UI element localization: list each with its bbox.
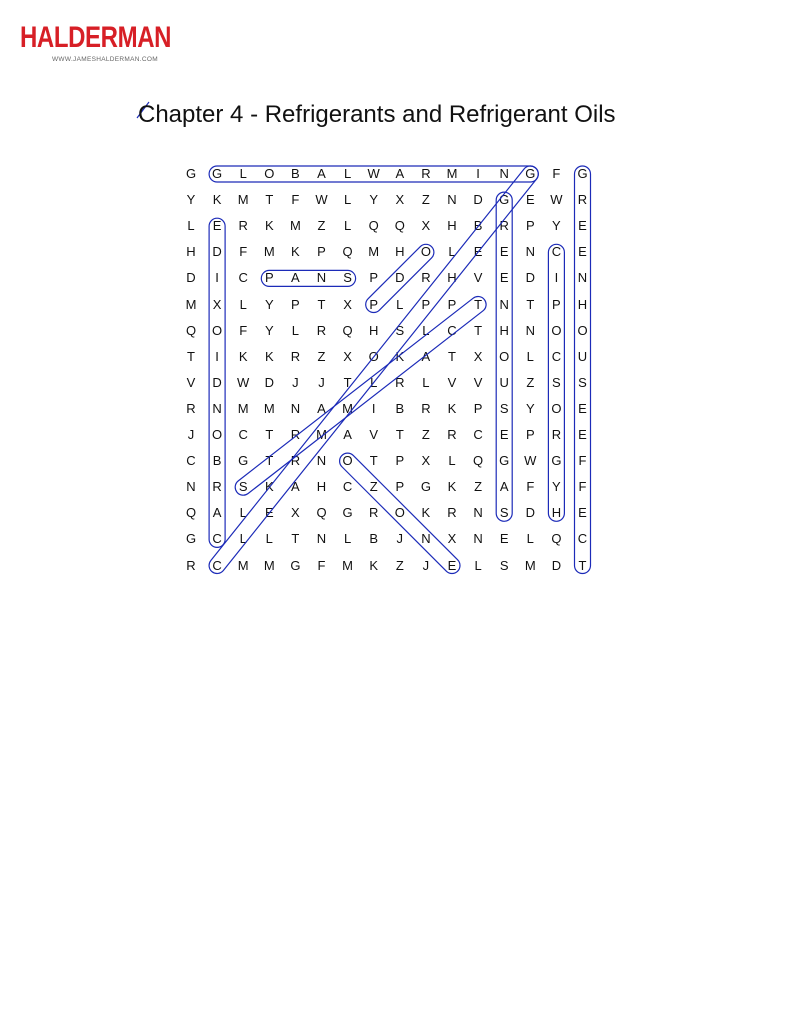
grid-letter: R bbox=[368, 505, 379, 521]
grid-letter: Y bbox=[264, 296, 274, 312]
grid-letter: O bbox=[264, 166, 275, 181]
grid-letter: N bbox=[186, 479, 196, 495]
grid-letter: H bbox=[551, 505, 562, 521]
grid-letter: K bbox=[264, 218, 274, 234]
grid-letter: G bbox=[290, 557, 301, 573]
grid-letter: F bbox=[291, 192, 300, 208]
grid-letter: E bbox=[499, 427, 509, 442]
grid-letter: Y bbox=[186, 192, 196, 208]
grid-letter: L bbox=[370, 374, 378, 390]
grid-letter: U bbox=[577, 348, 588, 364]
grid-letter: I bbox=[476, 166, 480, 181]
grid-letter: K bbox=[369, 557, 379, 573]
grid-letter: P bbox=[291, 296, 300, 312]
grid-letter: E bbox=[578, 244, 587, 260]
grid-letter: G bbox=[577, 166, 588, 181]
grid-letter: O bbox=[368, 348, 379, 364]
grid-letter: Q bbox=[551, 531, 562, 547]
grid-letter: L bbox=[343, 218, 352, 234]
grid-letter: L bbox=[343, 531, 352, 547]
grid-letter: E bbox=[578, 427, 587, 442]
grid-letter: C bbox=[238, 427, 248, 442]
grid-letter: P bbox=[525, 427, 535, 442]
grid-letter: P bbox=[473, 400, 483, 416]
grid-letter: E bbox=[499, 531, 509, 547]
grid-letter: G bbox=[499, 192, 510, 208]
grid-letter: Z bbox=[474, 479, 483, 495]
grid-letter: O bbox=[551, 400, 562, 416]
grid-letter: H bbox=[316, 479, 327, 495]
grid-letter: O bbox=[342, 453, 353, 469]
grid-letter: C bbox=[186, 453, 196, 469]
grid-letter: G bbox=[525, 166, 536, 181]
grid-letter: M bbox=[446, 166, 458, 181]
grid-letter: R bbox=[316, 322, 327, 338]
grid-letter: G bbox=[551, 453, 562, 469]
grid-letter: M bbox=[237, 192, 249, 208]
grid-letter: A bbox=[291, 479, 300, 495]
grid-letter: V bbox=[473, 270, 483, 286]
grid-letter: K bbox=[447, 400, 457, 416]
grid-letter: T bbox=[395, 427, 404, 442]
grid-letter: L bbox=[239, 166, 247, 181]
grid-letter: P bbox=[395, 479, 405, 495]
grid-letter: A bbox=[421, 348, 431, 364]
grid-letter: Y bbox=[369, 192, 379, 208]
grid-letter: R bbox=[551, 427, 562, 442]
grid-letter: D bbox=[186, 270, 196, 286]
grid-letter: N bbox=[473, 531, 483, 547]
grid-letter: N bbox=[525, 244, 535, 260]
grid-letter: N bbox=[316, 531, 327, 547]
grid-letter: Y bbox=[525, 400, 535, 416]
grid-letter: E bbox=[525, 192, 535, 208]
grid-letter: H bbox=[499, 322, 509, 338]
grid-letter: J bbox=[187, 427, 195, 442]
grid-letter: F bbox=[239, 244, 248, 260]
grid-letter: D bbox=[525, 505, 535, 521]
grid-letter: M bbox=[524, 557, 536, 573]
grid-letter: Z bbox=[369, 479, 378, 495]
grid-letter: A bbox=[343, 427, 352, 442]
grid-letter: H bbox=[186, 244, 196, 260]
grid-letter: D bbox=[525, 270, 535, 286]
grid-letter: M bbox=[185, 296, 197, 312]
grid-letter: K bbox=[264, 348, 274, 364]
grid-letter: K bbox=[395, 348, 405, 364]
grid-letter: J bbox=[396, 531, 404, 547]
grid-letter: S bbox=[238, 479, 248, 495]
grid-letter: Q bbox=[473, 453, 484, 469]
grid-letter: P bbox=[395, 453, 405, 469]
grid-letter: E bbox=[578, 505, 587, 521]
grid-letter: K bbox=[238, 348, 248, 364]
grid-letter: T bbox=[187, 348, 195, 364]
grid-letter: Y bbox=[264, 322, 274, 338]
grid-letter: I bbox=[371, 400, 376, 416]
grid-letter: R bbox=[290, 427, 301, 442]
grid-letter: A bbox=[212, 505, 222, 521]
grid-letter: F bbox=[578, 453, 587, 469]
grid-letter: E bbox=[447, 557, 457, 573]
grid-letter: T bbox=[578, 557, 587, 573]
grid-letter: T bbox=[369, 453, 378, 469]
halderman-logo bbox=[20, 20, 172, 68]
grid-letter: E bbox=[499, 270, 509, 286]
grid-letter: T bbox=[474, 322, 483, 338]
grid-letter: L bbox=[396, 296, 404, 312]
grid-letter: V bbox=[447, 374, 457, 390]
grid-letter: K bbox=[212, 192, 222, 208]
grid-letter: X bbox=[343, 348, 352, 364]
grid-letter: G bbox=[185, 166, 197, 181]
grid-letter: L bbox=[239, 505, 247, 521]
grid-letter: N bbox=[290, 400, 301, 416]
grid-letter: V bbox=[369, 427, 379, 442]
grid-letter: C bbox=[342, 479, 353, 495]
grid-letter: J bbox=[318, 374, 325, 390]
grid-letter: F bbox=[317, 557, 326, 573]
grid-letter: T bbox=[265, 427, 274, 442]
grid-letter: G bbox=[420, 479, 431, 495]
grid-letter: N bbox=[421, 531, 431, 547]
grid-letter: M bbox=[263, 244, 275, 260]
grid-letter: L bbox=[291, 322, 299, 338]
grid-letter: T bbox=[265, 453, 274, 469]
grid-letter: T bbox=[448, 348, 456, 364]
grid-letter: T bbox=[317, 296, 326, 312]
grid-letter: N bbox=[212, 400, 222, 416]
grid-letter: T bbox=[265, 192, 274, 208]
grid-letter: M bbox=[342, 557, 354, 573]
grid-letter: P bbox=[447, 296, 457, 312]
grid-letter: R bbox=[186, 557, 196, 573]
grid-letter: R bbox=[499, 218, 509, 234]
grid-letter: O bbox=[420, 244, 431, 260]
grid-letter: S bbox=[499, 505, 509, 521]
grid-letter: S bbox=[578, 374, 587, 390]
grid-letter: O bbox=[551, 322, 562, 338]
grid-letter: B bbox=[369, 531, 379, 547]
grid-letter: L bbox=[448, 453, 456, 469]
grid-letter: R bbox=[577, 192, 588, 208]
grid-letter: H bbox=[368, 322, 379, 338]
grid-letter: N bbox=[525, 322, 535, 338]
grid-letter: K bbox=[447, 479, 457, 495]
grid-letter: D bbox=[395, 270, 405, 286]
grid-letter: P bbox=[317, 244, 326, 260]
grid-letter: T bbox=[291, 531, 300, 547]
grid-letter: S bbox=[499, 557, 509, 573]
grid-letter: Q bbox=[185, 322, 197, 338]
grid-letter: P bbox=[369, 296, 379, 312]
grid-letter: X bbox=[212, 296, 222, 312]
grid-letter: M bbox=[237, 400, 249, 416]
grid-letter: P bbox=[264, 270, 274, 286]
grid-letter: H bbox=[577, 296, 588, 312]
grid-letter: E bbox=[264, 505, 274, 521]
grid-letter: T bbox=[474, 296, 483, 312]
grid-letter: N bbox=[473, 505, 483, 521]
grid-letter: H bbox=[395, 244, 405, 260]
grid-letter: K bbox=[264, 479, 274, 495]
grid-letter: X bbox=[421, 218, 431, 234]
grid-letter: R bbox=[447, 427, 457, 442]
grid-letter: Z bbox=[395, 557, 404, 573]
grid-letter: G bbox=[212, 166, 223, 181]
grid-letter: R bbox=[421, 166, 431, 181]
grid-letter: F bbox=[578, 479, 587, 495]
grid-letter: P bbox=[525, 218, 535, 234]
grid-letter: U bbox=[499, 374, 509, 390]
grid-letter: I bbox=[215, 348, 219, 364]
grid-letter: N bbox=[316, 270, 327, 286]
grid-letter: P bbox=[421, 296, 431, 312]
logo-url: WWW.JAMESHALDERMAN.COM bbox=[52, 56, 158, 63]
grid-letter: O bbox=[499, 348, 510, 364]
grid-letter: S bbox=[343, 270, 352, 286]
grid-letter: C bbox=[473, 427, 483, 442]
grid-letter: V bbox=[186, 374, 196, 390]
grid-letter: T bbox=[343, 374, 352, 390]
grid-letter: G bbox=[185, 531, 197, 547]
grid-letter: A bbox=[317, 400, 326, 416]
grid-letter: E bbox=[473, 244, 483, 260]
grid-letter: O bbox=[212, 322, 223, 338]
grid-letter: K bbox=[291, 244, 300, 260]
grid-letter: R bbox=[186, 400, 196, 416]
grid-letter: Z bbox=[526, 374, 535, 390]
page-title: Chapter 4 - Refrigerants and Refrigerant Oils bbox=[138, 101, 616, 128]
grid-letter: H bbox=[447, 270, 457, 286]
grid-letter: X bbox=[343, 296, 352, 312]
grid-letter: V bbox=[473, 374, 483, 390]
grid-letter: O bbox=[577, 322, 588, 338]
grid-letter: L bbox=[239, 296, 247, 312]
grid-letter: N bbox=[499, 296, 509, 312]
grid-letter: S bbox=[499, 400, 509, 416]
grid-letter: B bbox=[473, 218, 483, 234]
grid-letter: N bbox=[499, 166, 509, 181]
grid-letter: C bbox=[212, 557, 222, 573]
grid-letter: L bbox=[265, 531, 273, 547]
word-search-grid bbox=[178, 161, 610, 593]
grid-letter: L bbox=[422, 374, 430, 390]
grid-letter: R bbox=[290, 348, 301, 364]
grid-letter: S bbox=[552, 374, 561, 390]
grid-letter: X bbox=[447, 531, 457, 547]
grid-letter: R bbox=[421, 400, 431, 416]
grid-letter: Q bbox=[342, 244, 353, 260]
grid-letter: D bbox=[473, 192, 483, 208]
grid-letter: D bbox=[212, 374, 222, 390]
grid-letter: C bbox=[238, 270, 248, 286]
grid-letter: Q bbox=[394, 218, 405, 234]
grid-letter: P bbox=[552, 296, 561, 312]
grid-letter: F bbox=[239, 322, 248, 338]
grid-letter: N bbox=[447, 192, 457, 208]
grid-letter: B bbox=[291, 166, 300, 181]
grid-letter: G bbox=[342, 505, 353, 521]
grid-letter: J bbox=[422, 557, 430, 573]
grid-letter: R bbox=[290, 453, 301, 469]
grid-letter: C bbox=[577, 531, 588, 547]
grid-letter: L bbox=[187, 218, 195, 234]
grid-letter: M bbox=[342, 400, 354, 416]
grid-letter: C bbox=[212, 531, 222, 547]
grid-letter: A bbox=[317, 166, 326, 181]
grid-letter: M bbox=[263, 557, 275, 573]
grid-letter: X bbox=[291, 505, 300, 521]
grid-letter: L bbox=[343, 192, 352, 208]
logo-wordmark: HALDERMAN bbox=[20, 21, 172, 54]
grid-letter: L bbox=[239, 531, 247, 547]
grid-letter: Z bbox=[421, 427, 430, 442]
grid-letter: I bbox=[215, 270, 219, 286]
grid-letter: X bbox=[421, 453, 431, 469]
grid-letter: G bbox=[238, 453, 249, 469]
grid-letter: K bbox=[421, 505, 431, 521]
grid-letter: C bbox=[551, 348, 562, 364]
grid-letter: R bbox=[238, 218, 248, 234]
grid-letter: B bbox=[395, 400, 405, 416]
grid-letter: L bbox=[422, 322, 430, 338]
grid-letter: G bbox=[499, 453, 510, 469]
grid-letter: W bbox=[367, 166, 380, 181]
grid-letter: F bbox=[526, 479, 535, 495]
grid-letter: E bbox=[578, 218, 587, 234]
grid-letter: Z bbox=[317, 218, 326, 234]
grid-letter: A bbox=[291, 270, 300, 286]
grid-letter: E bbox=[578, 400, 587, 416]
grid-letter: L bbox=[526, 531, 534, 547]
grid-letter: Q bbox=[185, 505, 197, 521]
grid-letter: A bbox=[499, 479, 509, 495]
grid-letter: O bbox=[212, 427, 223, 442]
grid-letter: J bbox=[292, 374, 299, 390]
grid-letter: S bbox=[395, 322, 405, 338]
grid-letter: W bbox=[524, 453, 537, 469]
grid-letter: H bbox=[447, 218, 457, 234]
grid-letter: C bbox=[447, 322, 457, 338]
grid-letter: W bbox=[237, 374, 250, 390]
grid-letter: W bbox=[315, 192, 328, 208]
grid-letter: N bbox=[577, 270, 588, 286]
grid-letter: X bbox=[395, 192, 405, 208]
grid-letter: M bbox=[368, 244, 380, 260]
grid-letter: M bbox=[263, 400, 275, 416]
grid-letter: Y bbox=[552, 218, 561, 234]
grid-letter: T bbox=[526, 296, 535, 312]
grid-letter: Z bbox=[317, 348, 326, 364]
grid-letter: X bbox=[473, 348, 483, 364]
grid-letter: Q bbox=[316, 505, 327, 521]
grid-letter: Y bbox=[552, 479, 561, 495]
grid-letter: L bbox=[474, 557, 482, 573]
grid-letter: N bbox=[316, 453, 327, 469]
grid-letter: Z bbox=[421, 192, 430, 208]
grid-letter: L bbox=[448, 244, 456, 260]
grid-letter: P bbox=[369, 270, 379, 286]
grid-letter: R bbox=[212, 479, 222, 495]
grid-letter: E bbox=[499, 244, 509, 260]
grid-letter: L bbox=[343, 166, 352, 181]
grid-letter: M bbox=[237, 557, 249, 573]
grid-letter: L bbox=[526, 348, 534, 364]
grid-letter: W bbox=[550, 192, 563, 208]
grid-letter: M bbox=[289, 218, 301, 234]
grid-letter: D bbox=[264, 374, 274, 390]
grid-letter: C bbox=[551, 244, 562, 260]
grid-letter: R bbox=[421, 270, 431, 286]
grid-letter: D bbox=[212, 244, 222, 260]
grid-letter: M bbox=[316, 427, 327, 442]
grid-letter: R bbox=[395, 374, 405, 390]
grid-letter: A bbox=[395, 166, 405, 181]
grid-letter: E bbox=[212, 218, 222, 234]
grid-letter: R bbox=[447, 505, 457, 521]
grid-letter: I bbox=[554, 270, 559, 286]
grid-letter: Q bbox=[342, 322, 353, 338]
grid-letter: Q bbox=[368, 218, 379, 234]
grid-letter: F bbox=[552, 166, 561, 181]
grid-letter: B bbox=[212, 453, 222, 469]
grid-letter: D bbox=[551, 557, 562, 573]
grid-letter: O bbox=[394, 505, 405, 521]
